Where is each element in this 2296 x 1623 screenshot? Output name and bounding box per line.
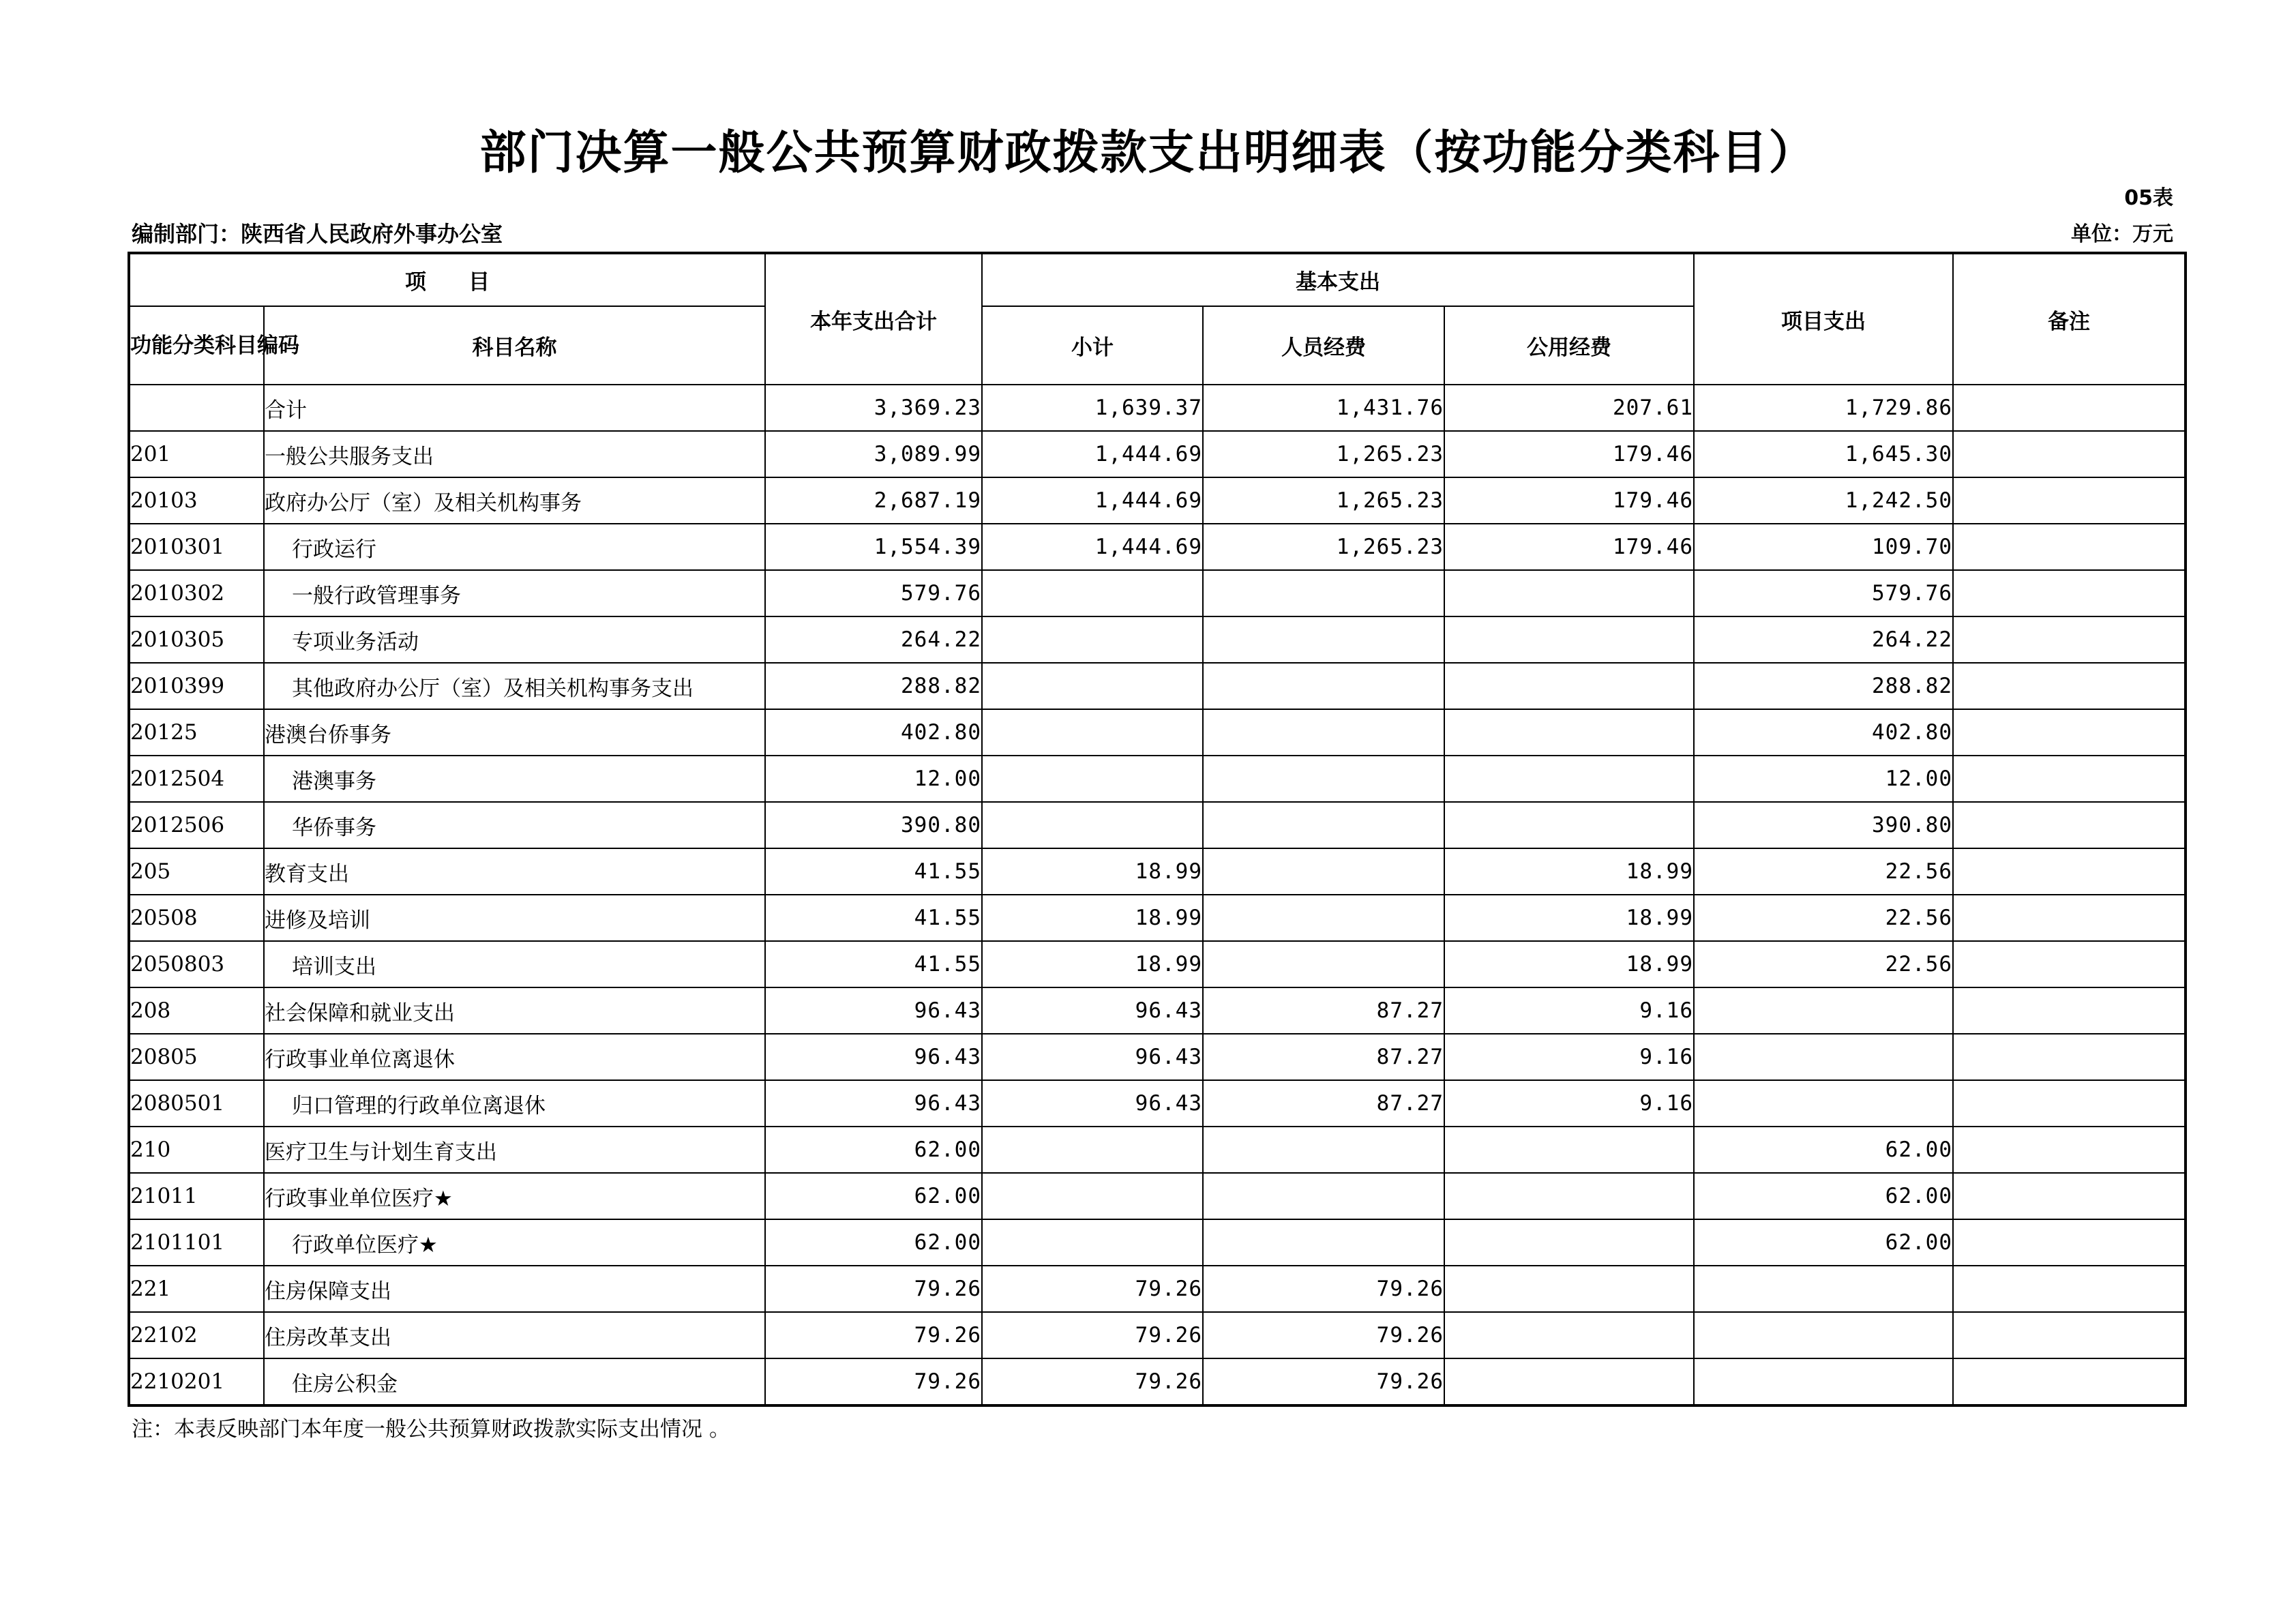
header-basic: 基本支出	[982, 253, 1694, 306]
cell-subtotal: 96.43	[982, 1034, 1203, 1080]
cell-code: 2010302	[129, 570, 264, 616]
table-row	[129, 802, 2186, 848]
cell-name: 一般公共服务支出	[264, 431, 765, 477]
cell-public: 9.16	[1444, 1080, 1694, 1127]
cell-subtotal: 79.26	[982, 1266, 1203, 1312]
cell-project: 288.82	[1694, 663, 1953, 709]
cell-name: 港澳事务	[264, 756, 765, 802]
cell-personnel: 79.26	[1203, 1266, 1444, 1312]
cell-name: 港澳台侨事务	[264, 709, 765, 756]
cell-total: 579.76	[765, 570, 982, 616]
cell-total: 79.26	[765, 1358, 982, 1405]
cell-remark	[1953, 477, 2186, 524]
cell-personnel	[1203, 1127, 1444, 1173]
cell-total: 41.55	[765, 895, 982, 941]
header-subtotal: 小计	[982, 306, 1203, 385]
cell-name: 归口管理的行政单位离退休	[264, 1080, 765, 1127]
cell-total: 96.43	[765, 987, 982, 1034]
cell-remark	[1953, 616, 2186, 663]
unit-label: 单位：万元	[2071, 222, 2173, 246]
table-row	[129, 1034, 2186, 1080]
cell-total: 79.26	[765, 1266, 982, 1312]
cell-public: 9.16	[1444, 1034, 1694, 1080]
cell-total: 79.26	[765, 1312, 982, 1358]
cell-project: 109.70	[1694, 524, 1953, 570]
cell-subtotal	[982, 1127, 1203, 1173]
cell-public: 18.99	[1444, 848, 1694, 895]
cell-total: 62.00	[765, 1173, 982, 1219]
cell-total: 3,089.99	[765, 431, 982, 477]
table-row	[129, 756, 2186, 802]
cell-total: 288.82	[765, 663, 982, 709]
cell-total: 41.55	[765, 848, 982, 895]
cell-name: 行政运行	[264, 524, 765, 570]
cell-remark	[1953, 802, 2186, 848]
cell-project: 402.80	[1694, 709, 1953, 756]
cell-subtotal: 79.26	[982, 1312, 1203, 1358]
cell-subtotal: 96.43	[982, 987, 1203, 1034]
table-row	[129, 524, 2186, 570]
cell-code: 2010301	[129, 524, 264, 570]
cell-project: 264.22	[1694, 616, 1953, 663]
cell-total: 390.80	[765, 802, 982, 848]
table-row	[129, 1358, 2186, 1405]
cell-project: 12.00	[1694, 756, 1953, 802]
cell-remark	[1953, 1358, 2186, 1405]
cell-code: 20125	[129, 709, 264, 756]
cell-code: 2050803	[129, 941, 264, 987]
cell-public	[1444, 709, 1694, 756]
cell-remark	[1953, 385, 2186, 431]
cell-name: 社会保障和就业支出	[264, 987, 765, 1034]
cell-public: 207.61	[1444, 385, 1694, 431]
cell-project: 62.00	[1694, 1173, 1953, 1219]
table-row	[129, 1173, 2186, 1219]
cell-project: 390.80	[1694, 802, 1953, 848]
cell-subtotal: 1,444.69	[982, 477, 1203, 524]
cell-public: 9.16	[1444, 987, 1694, 1034]
cell-code: 2101101	[129, 1219, 264, 1266]
table-row	[129, 1127, 2186, 1173]
cell-subtotal	[982, 570, 1203, 616]
cell-project	[1694, 1080, 1953, 1127]
cell-personnel	[1203, 1219, 1444, 1266]
cell-total: 12.00	[765, 756, 982, 802]
cell-project: 22.56	[1694, 941, 1953, 987]
cell-public: 18.99	[1444, 941, 1694, 987]
cell-code: 2080501	[129, 1080, 264, 1127]
cell-total: 62.00	[765, 1219, 982, 1266]
cell-total: 2,687.19	[765, 477, 982, 524]
header-code: 功能分类科目编码	[129, 306, 264, 385]
table-row	[129, 709, 2186, 756]
cell-public	[1444, 616, 1694, 663]
cell-subtotal: 18.99	[982, 848, 1203, 895]
cell-personnel	[1203, 848, 1444, 895]
cell-public	[1444, 1266, 1694, 1312]
table-row	[129, 570, 2186, 616]
cell-total: 1,554.39	[765, 524, 982, 570]
cell-remark	[1953, 1034, 2186, 1080]
cell-subtotal	[982, 802, 1203, 848]
cell-subtotal: 18.99	[982, 895, 1203, 941]
cell-personnel	[1203, 941, 1444, 987]
table-row	[129, 477, 2186, 524]
table-row	[129, 1312, 2186, 1358]
cell-public	[1444, 1127, 1694, 1173]
cell-subtotal: 1,444.69	[982, 524, 1203, 570]
cell-code	[129, 385, 264, 431]
cell-project: 579.76	[1694, 570, 1953, 616]
footnote: 注：本表反映部门本年度一般公共预算财政拨款实际支出情况 。	[132, 1417, 730, 1442]
cell-personnel: 1,265.23	[1203, 477, 1444, 524]
cell-name: 政府办公厅（室）及相关机构事务	[264, 477, 765, 524]
expenditure-table	[128, 252, 2187, 1407]
cell-subtotal	[982, 1173, 1203, 1219]
cell-subtotal: 1,639.37	[982, 385, 1203, 431]
cell-personnel	[1203, 663, 1444, 709]
cell-personnel	[1203, 802, 1444, 848]
cell-code: 205	[129, 848, 264, 895]
table-row	[129, 848, 2186, 895]
cell-public	[1444, 1358, 1694, 1405]
cell-remark	[1953, 987, 2186, 1034]
table-row	[129, 895, 2186, 941]
cell-code: 2210201	[129, 1358, 264, 1405]
cell-project	[1694, 987, 1953, 1034]
page-title: 部门决算一般公共预算财政拨款支出明细表（按功能分类科目）	[479, 126, 1817, 180]
cell-code: 21011	[129, 1173, 264, 1219]
cell-public	[1444, 1219, 1694, 1266]
cell-public	[1444, 756, 1694, 802]
cell-code: 20103	[129, 477, 264, 524]
cell-project: 62.00	[1694, 1219, 1953, 1266]
compiling-department: 编制部门：陕西省人民政府外事办公室	[132, 221, 503, 247]
cell-name: 教育支出	[264, 848, 765, 895]
cell-name: 进修及培训	[264, 895, 765, 941]
table-row	[129, 385, 2186, 431]
cell-remark	[1953, 709, 2186, 756]
cell-personnel	[1203, 709, 1444, 756]
header-public: 公用经费	[1444, 306, 1694, 385]
cell-name: 医疗卫生与计划生育支出	[264, 1127, 765, 1173]
table-number: 05表	[2124, 186, 2173, 210]
cell-code: 210	[129, 1127, 264, 1173]
cell-personnel: 79.26	[1203, 1312, 1444, 1358]
cell-public	[1444, 1173, 1694, 1219]
cell-total: 96.43	[765, 1034, 982, 1080]
cell-name: 住房公积金	[264, 1358, 765, 1405]
cell-code: 22102	[129, 1312, 264, 1358]
cell-code: 2012504	[129, 756, 264, 802]
cell-code: 208	[129, 987, 264, 1034]
cell-personnel: 79.26	[1203, 1358, 1444, 1405]
cell-subtotal	[982, 756, 1203, 802]
cell-code: 2010305	[129, 616, 264, 663]
cell-personnel: 87.27	[1203, 1080, 1444, 1127]
cell-name: 一般行政管理事务	[264, 570, 765, 616]
cell-remark	[1953, 431, 2186, 477]
table-row	[129, 987, 2186, 1034]
cell-subtotal	[982, 663, 1203, 709]
header-name: 科目名称	[264, 306, 765, 385]
cell-remark	[1953, 1080, 2186, 1127]
cell-public: 179.46	[1444, 477, 1694, 524]
cell-total: 3,369.23	[765, 385, 982, 431]
cell-name: 合计	[264, 385, 765, 431]
table-row	[129, 941, 2186, 987]
cell-public	[1444, 663, 1694, 709]
cell-name: 行政事业单位医疗★	[264, 1173, 765, 1219]
cell-name: 住房保障支出	[264, 1266, 765, 1312]
cell-personnel: 87.27	[1203, 1034, 1444, 1080]
cell-remark	[1953, 1312, 2186, 1358]
cell-code: 2010399	[129, 663, 264, 709]
cell-subtotal: 18.99	[982, 941, 1203, 987]
cell-total: 264.22	[765, 616, 982, 663]
table-row	[129, 1080, 2186, 1127]
cell-remark	[1953, 663, 2186, 709]
cell-code: 2012506	[129, 802, 264, 848]
cell-project	[1694, 1312, 1953, 1358]
cell-total: 96.43	[765, 1080, 982, 1127]
cell-code: 20805	[129, 1034, 264, 1080]
cell-name: 行政单位医疗★	[264, 1219, 765, 1266]
cell-personnel	[1203, 756, 1444, 802]
cell-remark	[1953, 941, 2186, 987]
cell-remark	[1953, 848, 2186, 895]
cell-personnel: 1,265.23	[1203, 431, 1444, 477]
cell-project	[1694, 1266, 1953, 1312]
cell-project	[1694, 1358, 1953, 1405]
cell-personnel: 87.27	[1203, 987, 1444, 1034]
cell-project	[1694, 1034, 1953, 1080]
cell-personnel: 1,431.76	[1203, 385, 1444, 431]
cell-subtotal: 96.43	[982, 1080, 1203, 1127]
cell-remark	[1953, 1219, 2186, 1266]
table-row	[129, 1266, 2186, 1312]
cell-code: 221	[129, 1266, 264, 1312]
cell-name: 培训支出	[264, 941, 765, 987]
header-project: 项 目	[129, 253, 765, 306]
cell-subtotal	[982, 1219, 1203, 1266]
cell-project: 1,645.30	[1694, 431, 1953, 477]
cell-public	[1444, 570, 1694, 616]
cell-public: 18.99	[1444, 895, 1694, 941]
cell-personnel	[1203, 895, 1444, 941]
cell-subtotal: 79.26	[982, 1358, 1203, 1405]
cell-remark	[1953, 570, 2186, 616]
header-total: 本年支出合计	[765, 253, 982, 385]
cell-public	[1444, 802, 1694, 848]
header-remark: 备注	[1953, 253, 2186, 385]
table-row	[129, 616, 2186, 663]
cell-personnel	[1203, 616, 1444, 663]
cell-subtotal	[982, 709, 1203, 756]
cell-code: 201	[129, 431, 264, 477]
cell-remark	[1953, 895, 2186, 941]
cell-personnel: 1,265.23	[1203, 524, 1444, 570]
cell-subtotal: 1,444.69	[982, 431, 1203, 477]
cell-project: 22.56	[1694, 895, 1953, 941]
cell-name: 其他政府办公厅（室）及相关机构事务支出	[264, 663, 765, 709]
table-row	[129, 663, 2186, 709]
cell-project: 22.56	[1694, 848, 1953, 895]
cell-remark	[1953, 756, 2186, 802]
cell-name: 华侨事务	[264, 802, 765, 848]
cell-total: 41.55	[765, 941, 982, 987]
cell-name: 住房改革支出	[264, 1312, 765, 1358]
cell-public: 179.46	[1444, 431, 1694, 477]
cell-remark	[1953, 1266, 2186, 1312]
cell-public	[1444, 1312, 1694, 1358]
cell-remark	[1953, 524, 2186, 570]
table-row	[129, 1219, 2186, 1266]
header-project-expenditure: 项目支出	[1694, 253, 1953, 385]
cell-subtotal	[982, 616, 1203, 663]
cell-project: 62.00	[1694, 1127, 1953, 1173]
cell-project: 1,242.50	[1694, 477, 1953, 524]
cell-code: 20508	[129, 895, 264, 941]
cell-remark	[1953, 1173, 2186, 1219]
cell-public: 179.46	[1444, 524, 1694, 570]
cell-personnel	[1203, 570, 1444, 616]
cell-total: 402.80	[765, 709, 982, 756]
cell-remark	[1953, 1127, 2186, 1173]
cell-personnel	[1203, 1173, 1444, 1219]
table-row	[129, 431, 2186, 477]
cell-name: 专项业务活动	[264, 616, 765, 663]
cell-name: 行政事业单位离退休	[264, 1034, 765, 1080]
cell-total: 62.00	[765, 1127, 982, 1173]
cell-project: 1,729.86	[1694, 385, 1953, 431]
header-personnel: 人员经费	[1203, 306, 1444, 385]
